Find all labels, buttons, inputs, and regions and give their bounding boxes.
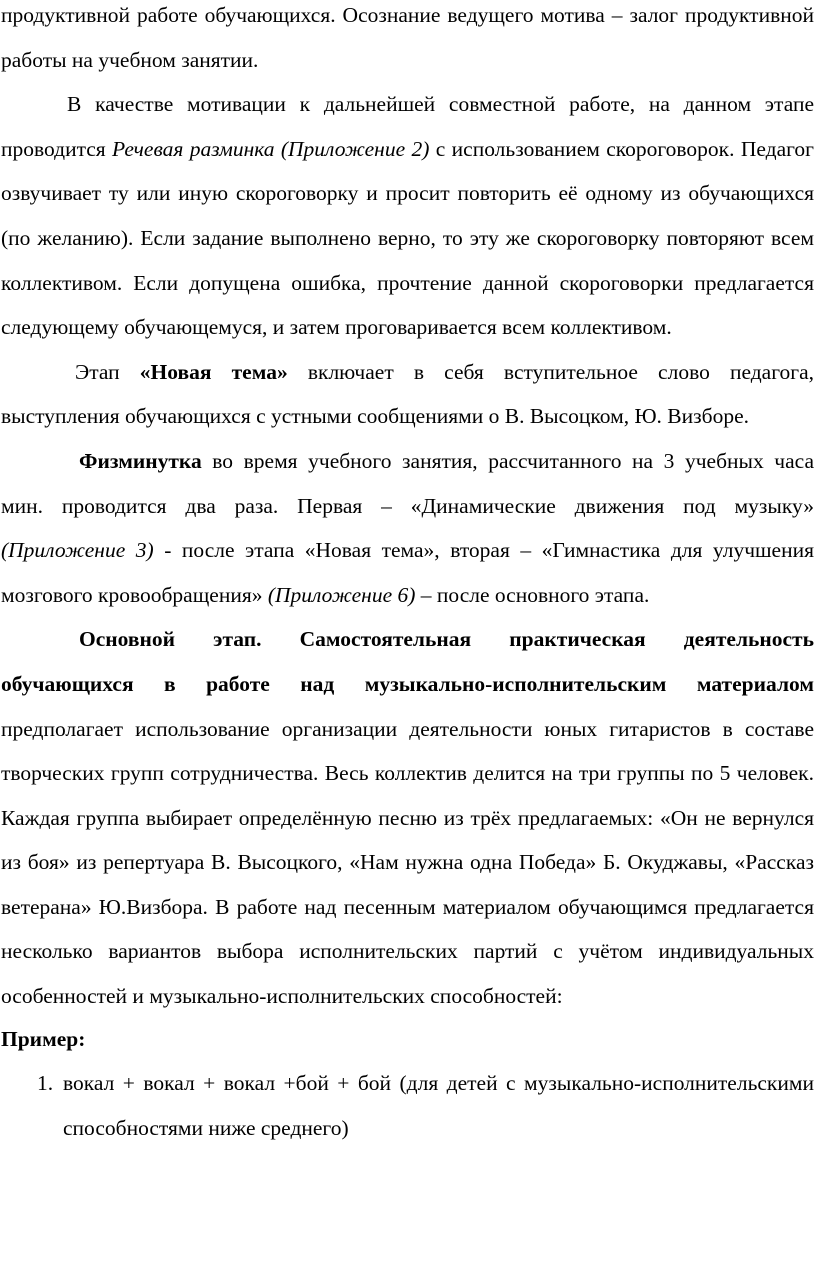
text-run: предполагает использование организации деятельности юных гитаристов в составе творческих групп сотрудничества. Весь коллектив делится на три группы по 5 человек. Каждая группа выбирает определённую песню из трёх предлагаемых: «Он не вернулся из боя» из репертуара В. Высоцкого, «Нам нужна одна Победа» Б. Окуджавы, «Рассказ ветерана» Ю.Визбора. В работе над песенным материалом обучающимся предлагается несколько вариантов выбора исполнительских партий с учётом индивидуальных особенностей и музыкально-исполнительских способностей: bbox=[1, 716, 814, 1009]
text-run: включает в себя вступительное слово педагога, выступления обучающихся с устными сообщениями о В. Высоцком, Ю. Визборе. bbox=[1, 359, 814, 429]
list-item-text: вокал + вокал + вокал +бой + бой (для детей с музыкально-исполнительскими способностями ниже среднего) bbox=[63, 1071, 814, 1140]
main-stage-bold: Основной этап. Самостоятельная практическая деятельность обучающихся в работе над музыкально-исполнительским материалом bbox=[1, 627, 814, 696]
appendix-ref-3: (Приложение 3) bbox=[1, 538, 154, 563]
text-run: Этап bbox=[75, 359, 140, 384]
text-run: В качестве мотивации к дальнейшей совместной работе, на данном этапе проводится bbox=[1, 92, 814, 161]
paragraph-physical-minute bbox=[1, 439, 814, 617]
list-item-number: 1. bbox=[37, 1071, 54, 1096]
paragraph-motivation-end: продуктивной работе обучающихся. Осознание ведущего мотива – залог продуктивной работы на учебном занятии. bbox=[1, 3, 814, 72]
example-list bbox=[1, 1061, 814, 1150]
example-heading: Пример: bbox=[1, 1026, 86, 1051]
new-topic-bold: «Новая тема» bbox=[139, 359, 288, 384]
appendix-ref-2: Речевая разминка (Приложение 2) bbox=[112, 136, 430, 161]
physical-minute-bold: Физминутка bbox=[79, 448, 202, 473]
text-run: - после этапа «Новая тема», вторая – «Гимнастика для улучшения мозгового кровообращения» bbox=[1, 538, 815, 607]
paragraph-main-stage bbox=[1, 617, 814, 1018]
paragraph-speech-warmup bbox=[1, 82, 814, 350]
text-run: с использованием скороговорок. Педагог озвучивает ту или иную скороговорку и просит повторить её одному из обучающихся (по желанию). Если задание выполнено верно, то эту же скороговорку повторяют всем коллективом. Если допущена ошибка, прочтение данной скороговорки предлагается следующему обучающемуся, и затем проговаривается всем коллективом. bbox=[1, 136, 814, 340]
text-run: во время учебного занятия, рассчитанного на 3 учебных часа мин. проводится два раза. Первая – «Динамические движения под музыку» bbox=[1, 448, 814, 518]
appendix-ref-6: (Приложение 6) bbox=[267, 582, 416, 607]
text-run: – после основного этапа. bbox=[415, 582, 650, 607]
list-item bbox=[1, 1061, 814, 1150]
paragraph-new-topic bbox=[1, 350, 814, 439]
